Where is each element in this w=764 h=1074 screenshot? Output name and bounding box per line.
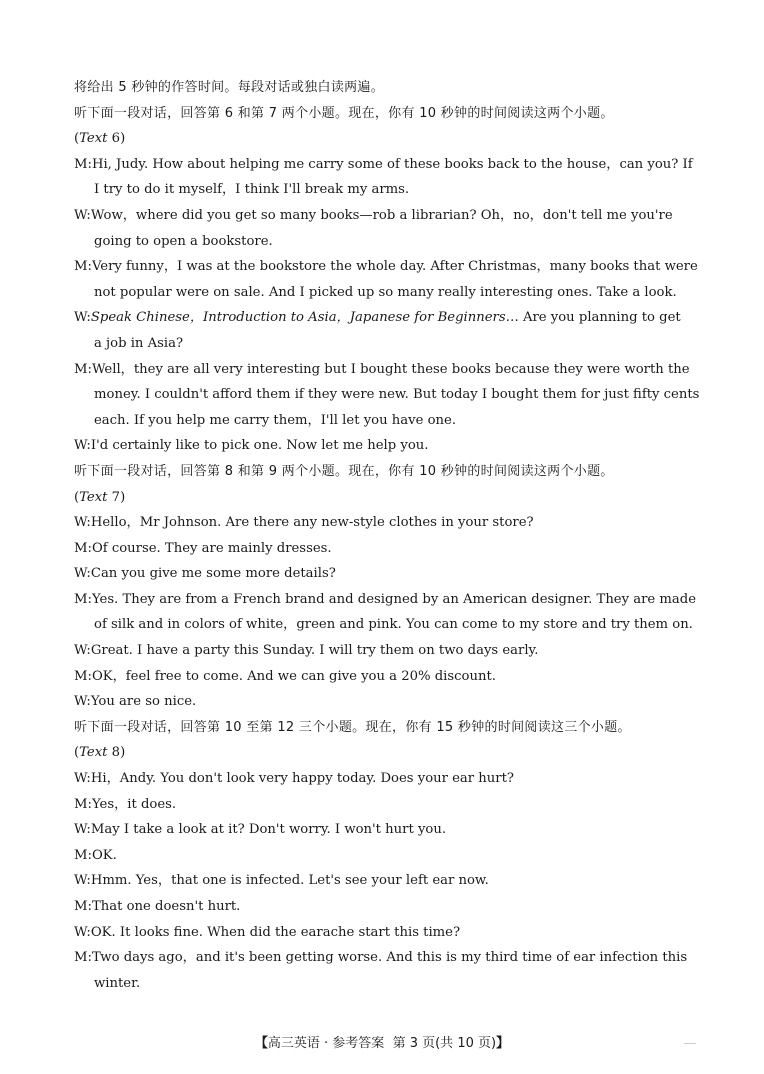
- line-text: Hi，Andy. You don't look very happy today. Does your ear hurt?: [90, 771, 514, 787]
- line-text: Two days ago，and it's been getting worse. And this is my third time of ear infection this: [91, 950, 688, 966]
- dialogue-line: [74, 920, 696, 946]
- line-text: Yes. They are from a French brand and designed by an American designer. They are made: [91, 591, 697, 607]
- line-text: Very funny，I was at the bookstore the whole day. After Christmas，many books that were: [91, 259, 698, 275]
- line-text: money. I couldn't afford them if they were new. But today I bought them for just fifty cents: [94, 387, 700, 403]
- line-text: going to open a bookstore.: [94, 233, 273, 249]
- dialogue-line: [74, 638, 696, 664]
- speaker-label: W:: [74, 566, 91, 582]
- line-text: Hmm. Yes，that one is infected. Let's see your left ear now.: [90, 873, 489, 889]
- dialogue-line: [74, 280, 696, 306]
- speaker-label: W:: [74, 643, 91, 659]
- footer-bracket-close: 】: [496, 1036, 510, 1051]
- speaker-label: W:: [74, 438, 91, 454]
- speaker-label: M:: [74, 668, 92, 684]
- book-titles: Speak Chinese，Introduction to Asia，Japanese for Beginners…: [90, 310, 519, 326]
- speaker-label: W:: [74, 873, 91, 889]
- line-text: I try to do it myself，I think I'll break my arms.: [94, 182, 410, 198]
- line-text: Are you planning to get: [518, 310, 681, 326]
- speaker-label: W:: [74, 924, 91, 940]
- section-instruction: 听下面一段对话，回答第 10 至第 12 三个小题。现在，你有 15 秒钟的时间阅读这三个小题。: [74, 719, 631, 735]
- dialogue-line: [74, 229, 696, 255]
- line-text: OK. It looks fine. When did the earache start this time?: [90, 924, 461, 940]
- speaker-label: W:: [74, 310, 91, 326]
- dialogue-turn: [74, 203, 696, 254]
- dialogue-turn: [74, 868, 696, 894]
- label-number: 6: [107, 131, 121, 147]
- dialogue-turn: [74, 587, 696, 638]
- dialogue-line: [74, 843, 696, 869]
- speaker-label: M:: [74, 899, 92, 914]
- line-text: of silk and in colors of white，green and pink. You can come to my store and try them on.: [94, 617, 693, 633]
- section-instruction: 听下面一段对话，回答第 8 和第 9 两个小题。现在，你有 10 秒钟的时间阅读这两个小题。: [74, 463, 614, 479]
- text-label: [74, 485, 696, 511]
- dialogue-line: [74, 894, 696, 920]
- line-text: OK.: [91, 847, 117, 863]
- speaker-label: M:: [74, 361, 92, 377]
- dialogue-line: [74, 331, 696, 357]
- dialogue-line: [74, 203, 696, 229]
- speaker-label: M:: [74, 796, 92, 812]
- dialogue-turn: [74, 766, 696, 792]
- speaker-label: M:: [74, 259, 92, 275]
- dialogue-line: [74, 510, 696, 536]
- dialogue-turn: [74, 510, 696, 536]
- dialogue-turn: [74, 638, 696, 664]
- dialogue-turn: [74, 664, 696, 690]
- dialogue-turn: [74, 792, 696, 818]
- dialogue-turn: [74, 561, 696, 587]
- dialogue-line: [74, 561, 696, 587]
- dialogue-line: [74, 177, 696, 203]
- speaker-label: M:: [74, 847, 92, 863]
- dialogue-turn: [74, 305, 696, 356]
- dialogue-line: [74, 612, 696, 638]
- line-text: Of course. They are mainly dresses.: [91, 540, 332, 556]
- dialogue-line: [74, 382, 700, 408]
- line-text: You are so nice.: [90, 694, 197, 710]
- dialogue-turn: [74, 254, 696, 305]
- dialogue-line: [74, 536, 696, 562]
- dialogue-turn: [74, 689, 696, 715]
- label-text: Text: [79, 489, 108, 505]
- line-text: Well，they are all very interesting but I bought these books because they were worth the: [91, 361, 690, 377]
- page-content: [74, 75, 700, 996]
- label-number: 7: [107, 489, 121, 505]
- speaker-label: W:: [74, 822, 91, 838]
- label-paren-open: (: [74, 489, 80, 505]
- dialogue-turn: [74, 152, 696, 203]
- footer-title: 高三英语 · 参考答案: [267, 1036, 385, 1051]
- line-text: Can you give me some more details?: [90, 566, 336, 582]
- dialogue-line: [74, 971, 696, 997]
- dialogue-line: [74, 357, 696, 383]
- speaker-label: M:: [74, 156, 92, 172]
- text-label: [74, 126, 696, 152]
- dialogue-line: [74, 587, 696, 613]
- label-text: Text: [79, 745, 108, 761]
- line-text: May I take a look at it? Don't worry. I won't hurt you.: [90, 822, 447, 838]
- line-text: not popular were on sale. And I picked up so many really interesting ones. Take a look.: [94, 284, 677, 300]
- speaker-label: M:: [74, 540, 92, 556]
- speaker-label: W:: [74, 515, 91, 531]
- label-number: 8: [107, 745, 121, 761]
- dialogue-line: [74, 689, 696, 715]
- label-paren-open: (: [74, 131, 80, 147]
- dialogue-line: [74, 766, 696, 792]
- dialogue-line: [74, 408, 696, 434]
- line-text: I'd certainly like to pick one. Now let me help you.: [90, 438, 429, 454]
- line-text: Great. I have a party this Sunday. I will try them on two days early.: [90, 643, 539, 659]
- dialogue-turn: [74, 945, 696, 996]
- line-text: winter.: [94, 975, 141, 991]
- speaker-label: W:: [74, 771, 91, 787]
- sections: [74, 101, 700, 997]
- line-text: That one doesn't hurt.: [91, 899, 241, 914]
- footer-bracket-open: 【: [254, 1036, 268, 1051]
- line-text: Hi, Judy. How about helping me carry some of these books back to the house，can you? If: [91, 156, 693, 172]
- dialogue-turn: [74, 843, 696, 869]
- footer-page-info: 第 3 页(共 10 页): [392, 1036, 497, 1051]
- page-footer: [0, 1032, 764, 1051]
- dialogue-turn: [74, 357, 700, 434]
- line-text: a job in Asia?: [94, 335, 184, 351]
- dialogue-line: [74, 792, 696, 818]
- dialogue-line: [74, 254, 696, 280]
- label-paren-open: (: [74, 745, 80, 761]
- dialogue-line: [74, 868, 696, 894]
- section-instruction: 听下面一段对话，回答第 6 和第 7 两个小题。现在，你有 10 秒钟的时间阅读这两个小题。: [74, 105, 614, 121]
- dialogue-line: [74, 817, 696, 843]
- label-paren-close: ): [120, 489, 126, 505]
- label-paren-close: ): [120, 131, 126, 147]
- line-text: OK，feel free to come. And we can give you a 20% discount.: [91, 668, 496, 684]
- label-paren-close: ): [120, 745, 126, 761]
- dialogue-turn: [74, 920, 696, 946]
- line-text: Wow，where did you get so many books—rob a librarian? Oh，no，don't tell me you're: [90, 207, 673, 223]
- dialogue-line: [74, 305, 696, 331]
- dialogue-line: [74, 433, 696, 459]
- dialogue-line: [74, 945, 696, 971]
- corner-mark: [684, 1043, 696, 1044]
- dialogue-turn: [74, 817, 696, 843]
- text-label: [74, 740, 696, 766]
- line-text: each. If you help me carry them，I'll let you have one.: [94, 412, 457, 428]
- speaker-label: M:: [74, 950, 92, 966]
- dialogue-line: [74, 664, 696, 690]
- speaker-label: M:: [74, 591, 92, 607]
- dialogue-line: [74, 152, 696, 178]
- speaker-label: W:: [74, 207, 91, 223]
- line-text: Yes，it does.: [91, 796, 177, 812]
- dialogue-turn: [74, 894, 696, 920]
- label-text: Text: [79, 131, 108, 147]
- top-instruction: 将给出 5 秒钟的作答时间。每段对话或独白读两遍。: [74, 80, 385, 95]
- dialogue-turn: [74, 536, 696, 562]
- dialogue-turn: [74, 433, 696, 459]
- line-text: Hello，Mr Johnson. Are there any new-style clothes in your store?: [90, 515, 534, 531]
- speaker-label: W:: [74, 694, 91, 710]
